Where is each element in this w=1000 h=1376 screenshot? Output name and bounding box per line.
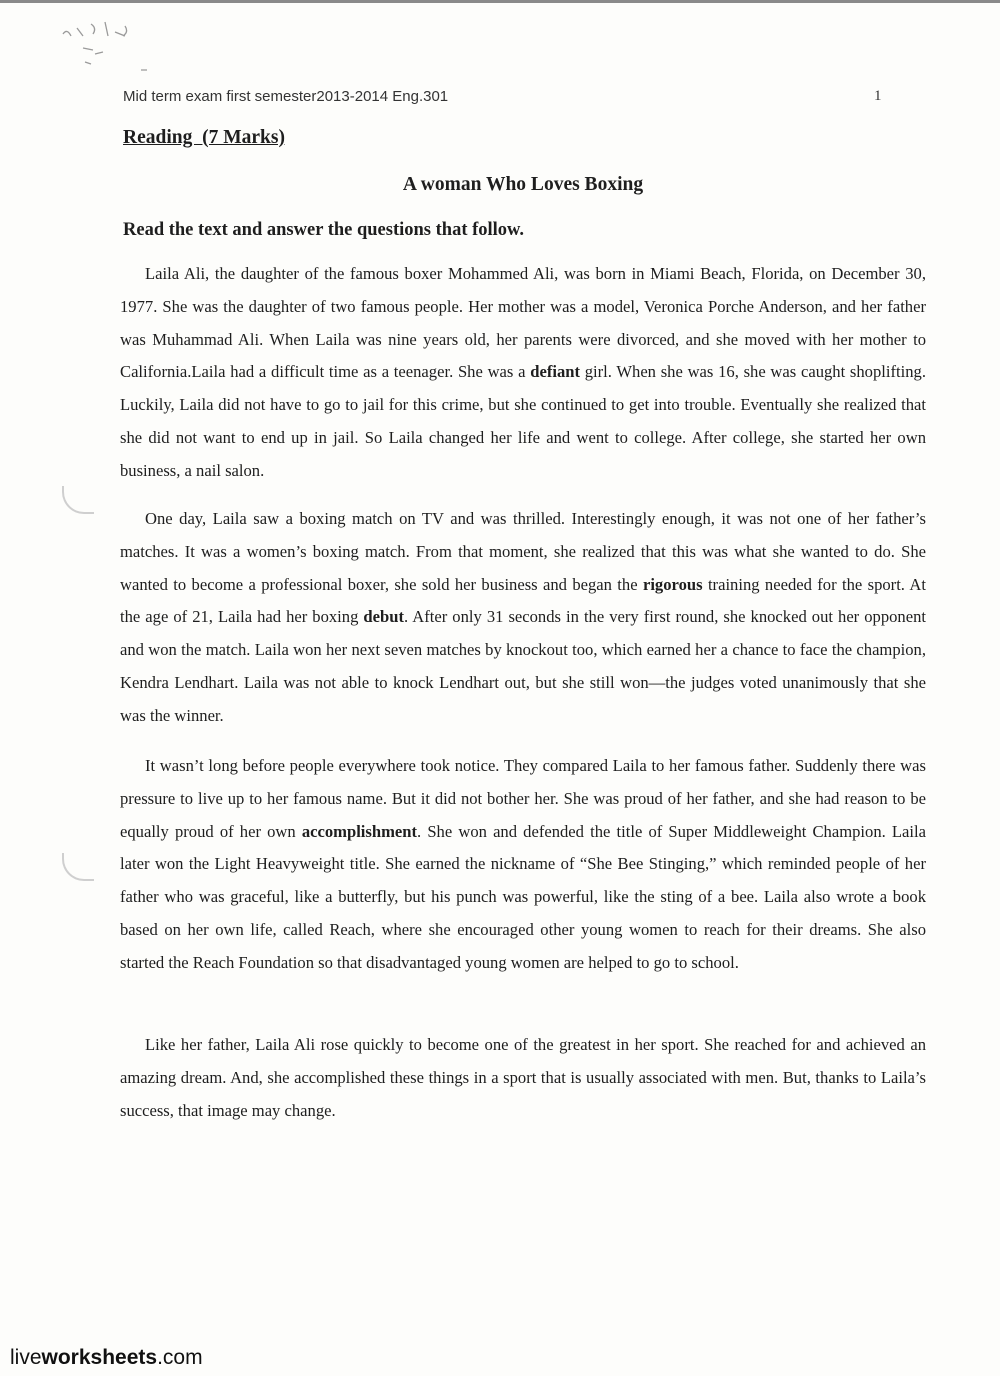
paragraph-2 [120,503,926,733]
paragraph-3-text-a: It wasn’t long before people everywhere took notice. They compared Laila to her famous father. Suddenly there was pressure to live up to her famous name. But it did not bother her. She was proud of her father, and she had reason to be equally proud of her own [120,756,926,841]
vocab-word-defiant: defiant [530,362,580,382]
paragraph-4 [120,1029,926,1127]
paragraph-1 [120,258,926,488]
exam-header: Mid term exam first semester2013-2014 Eng.301 [123,88,449,105]
paragraph-1-text-b: girl. When she was 16, she was caught shoplifting. Luckily, Laila did not have to go to jail for this crime, but she continued to get into trouble. Eventually she realized that she did not want to end up in jail. So Laila changed her life and went to college. After college, she started her own business, a nail salon. [120,362,926,480]
logo-com-text: .com [157,1346,203,1369]
paragraph-3 [120,750,926,980]
pen-scribble-mark [55,14,155,74]
logo-worksheets-text: worksheets [41,1346,158,1369]
vocab-word-accomplishment: accomplishment [301,821,418,841]
page-top-edge [0,0,1000,3]
reading-instruction: Read the text and answer the questions that follow. [123,220,525,240]
binder-hole-mark [62,853,94,881]
paragraph-2-text-b: training needed for the sport. At the age of 21, Laila had her boxing [120,574,926,627]
logo-live-text: live [10,1346,42,1369]
section-title: Reading (7 Marks) [123,127,285,148]
paragraph-2-text-a: One day, Laila saw a boxing match on TV and was thrilled. Interestingly enough, it was not one of her father’s matches. It was a women’s boxing match. From that moment, she realized that this was what she wanted to do. She wanted to become a professional boxer, she sold her business and began the [120,509,926,594]
paragraph-2-text-c: . After only 31 seconds in the very first round, she knocked out her opponent and won the match. Laila won her next seven matches by knockout too, which earned her a chance to face the champion, Kendra Lendhart. Laila was not able to knock Lendhart out, but she still won—the judges voted unanimously that she was the winner. [120,607,926,725]
binder-hole-mark [62,486,94,514]
paragraph-4-text: Like her father, Laila Ali rose quickly to become one of the greatest in her sport. She reached for and achieved an amazing dream. And, she accomplished these things in a sport that is usually associated with men. But, thanks to Laila’s success, that image may change. [120,1035,926,1120]
liveworksheets-logo[interactable] [10,1346,203,1370]
passage-title: A woman Who Loves Boxing [402,174,644,195]
page-number: 1 [874,88,882,104]
vocab-word-debut: debut [363,607,404,627]
paragraph-1-text-a: Laila Ali, the daughter of the famous boxer Mohammed Ali, was born in Miami Beach, Florida, on December 30, 1977. She was the daughter of two famous people. Her mother was a model, Veronica Porche Anderson, and her father was Muhammad Ali. When Laila was nine years old, her parents were divorced, and she moved with her mother to California.Laila had a difficult time as a teenager. She was a [120,264,926,382]
vocab-word-rigorous: rigorous [642,574,703,594]
paragraph-3-text-b: . She won and defended the title of Super Middleweight Champion. Laila later won the Light Heavyweight title. She earned the nickname of “She Bee Stinging,” which reminded people of her father who was graceful, like a butterfly, but his punch was powerful, like the sting of a bee. Laila also wrote a book based on her own life, called Reach, where she encouraged other young women to reach for their dreams. She also started the Reach Foundation so that disadvantaged young women are helped to go to school. [120,821,926,972]
